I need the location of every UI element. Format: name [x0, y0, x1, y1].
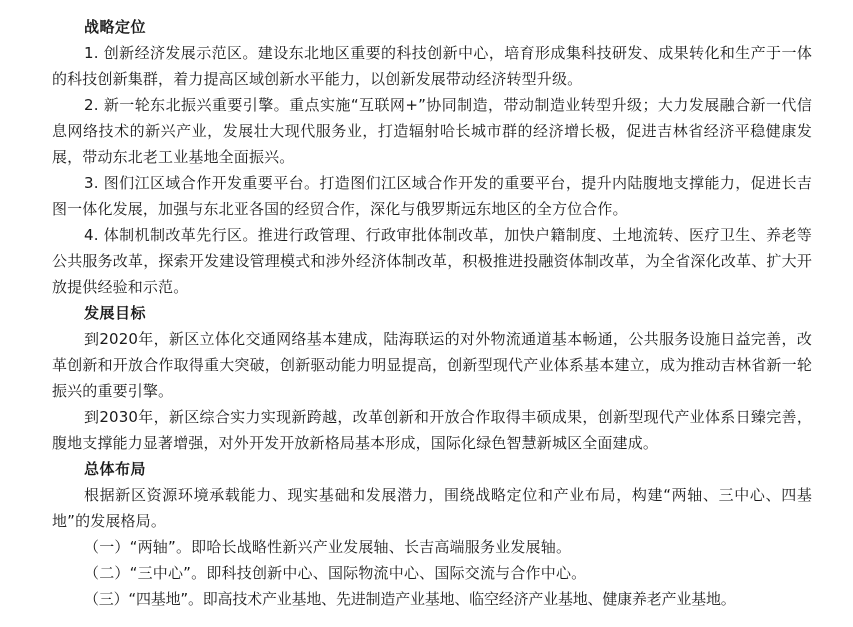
layout-item-three-centers: （二）“三中心”。即科技创新中心、国际物流中心、国际交流与合作中心。	[84, 564, 587, 582]
section-heading-goals: 发展目标	[84, 304, 147, 322]
document-body	[52, 14, 812, 612]
section-heading-strategic: 战略定位	[84, 18, 147, 36]
goals-paragraph-2030: 到2030年，新区综合实力实现新跨越，改革创新和开放合作取得丰硕成果，创新型现代产业体系日臻完善，腹地支撑能力显著增强，对外开发开放新格局基本形成，国际化绿色智慧新城区全面建成。	[52, 408, 812, 452]
layout-item-four-bases: （三）“四基地”。即高技术产业基地、先进制造产业基地、临空经济产业基地、健康养老产业基地。	[84, 590, 736, 608]
strategic-paragraph-3: 3. 图们江区域合作开发重要平台。打造图们江区域合作开发的重要平台，提升内陆腹地支撑能力，促进长吉图一体化发展，加强与东北亚各国的经贸合作，深化与俄罗斯远东地区的全方位合作。	[52, 174, 812, 218]
goals-paragraph-2020: 到2020年，新区立体化交通网络基本建成，陆海联运的对外物流通道基本畅通，公共服务设施日益完善，改革创新和开放合作取得重大突破，创新驱动能力明显提高，创新型现代产业体系基本建立，成为推动吉林省新一轮振兴的重要引擎。	[52, 330, 812, 400]
strategic-paragraph-1: 1. 创新经济发展示范区。建设东北地区重要的科技创新中心，培育形成集科技研发、成果转化和生产于一体的科技创新集群，着力提高区域创新水平能力，以创新发展带动经济转型升级。	[52, 44, 812, 88]
strategic-paragraph-2: 2. 新一轮东北振兴重要引擎。重点实施“互联网+”协同制造，带动制造业转型升级；大力发展融合新一代信息网络技术的新兴产业，发展壮大现代服务业，打造辐射哈长城市群的经济增长极，促进吉林省经济平稳健康发展，带动东北老工业基地全面振兴。	[52, 96, 812, 166]
strategic-paragraph-4: 4. 体制机制改革先行区。推进行政管理、行政审批体制改革，加快户籍制度、土地流转、医疗卫生、养老等公共服务改革，探索开发建设管理模式和涉外经济体制改革，积极推进投融资体制改革，为全省深化改革、扩大开放提供经验和示范。	[52, 226, 812, 296]
layout-paragraph: 根据新区资源环境承载能力、现实基础和发展潜力，围绕战略定位和产业布局，构建“两轴、三中心、四基地”的发展格局。	[52, 486, 812, 530]
section-heading-layout: 总体布局	[84, 460, 147, 478]
layout-item-two-axes: （一）“两轴”。即哈长战略性新兴产业发展轴、长吉高端服务业发展轴。	[84, 538, 572, 556]
